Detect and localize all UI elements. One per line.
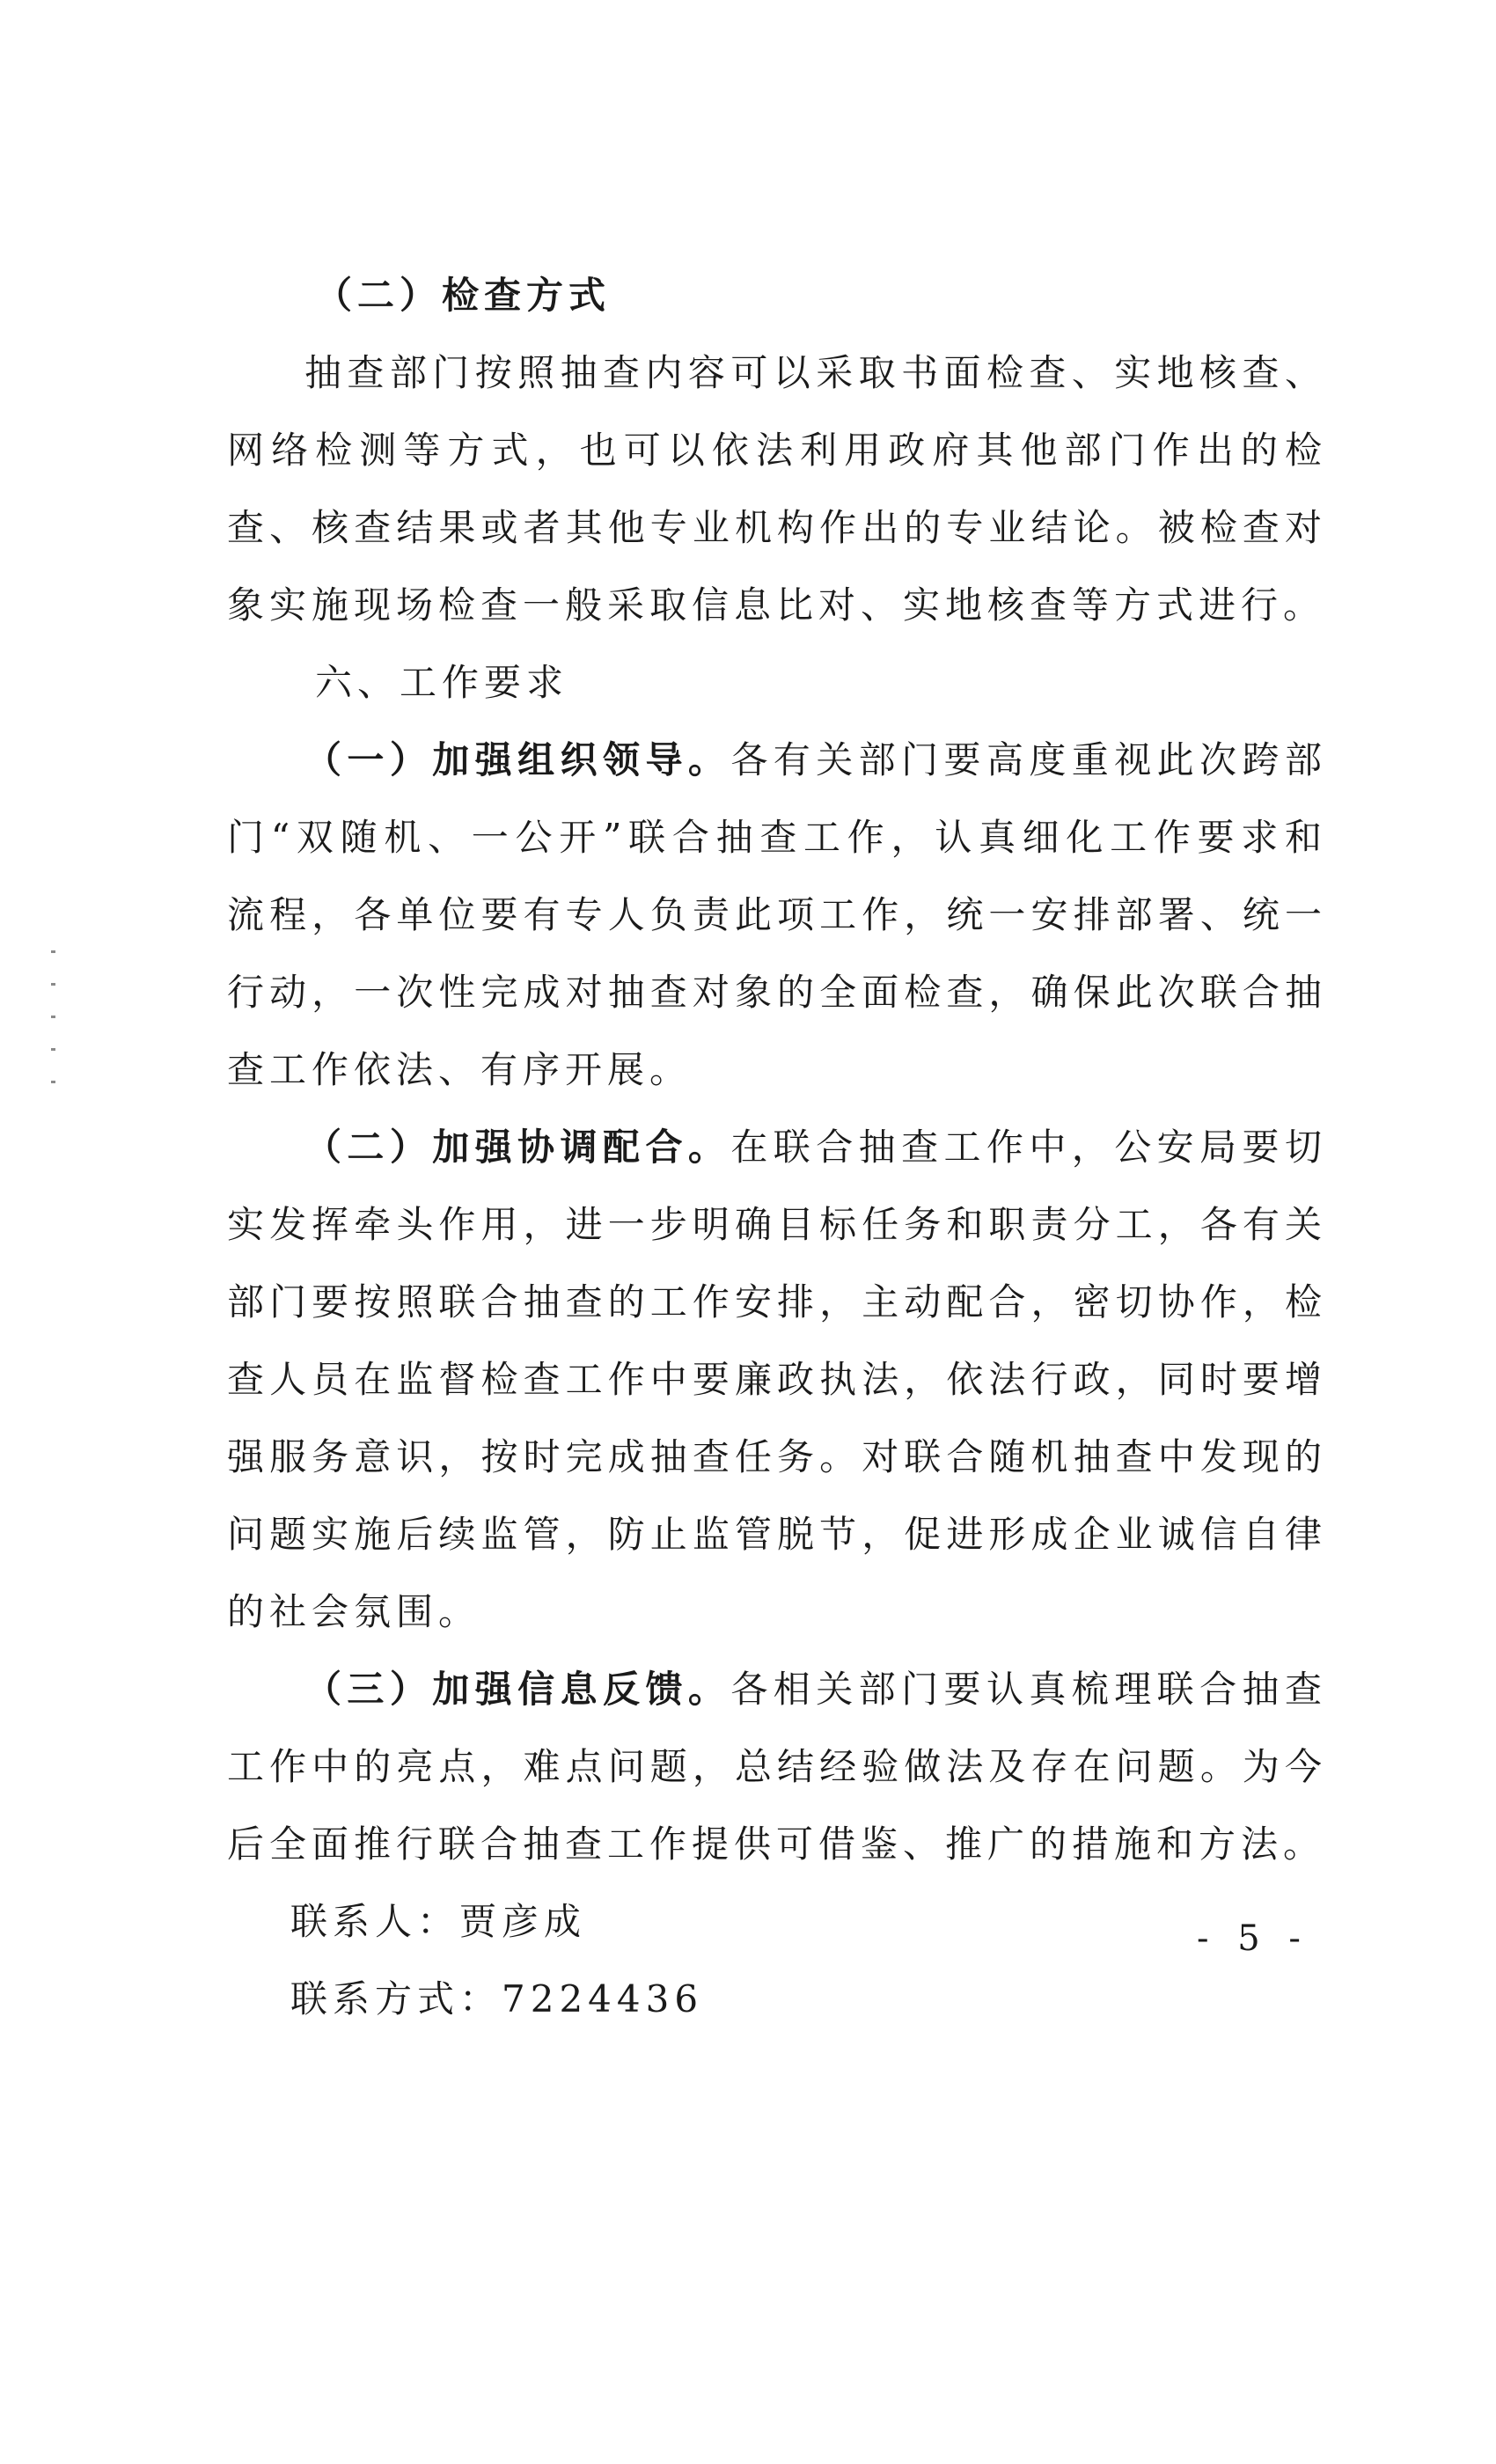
section-heading-work-requirements: 六、工作要求	[315, 661, 569, 704]
paragraph-requirement-2	[227, 1109, 1327, 1651]
scan-mark	[51, 1081, 55, 1083]
scan-mark	[51, 1048, 55, 1051]
document-body	[227, 257, 1327, 2038]
scan-margin-marks	[51, 950, 60, 1113]
section-heading-inspection-method: （二）检查方式	[315, 274, 612, 317]
requirement-body: 各相关部门要认真梳理联合抽查工作中的亮点，难点问题，总结经验做法及存在问题。为今后全面推行联合抽查工作提供可借鉴、推广的措施和方法。	[227, 1668, 1327, 1866]
contact-person: 联系人：贾彦成	[290, 1900, 587, 1943]
requirement-title: （二）加强协调配合。	[304, 1126, 731, 1169]
scan-mark	[51, 950, 55, 953]
contact-phone: 联系方式：7224436	[290, 1977, 704, 2020]
requirement-body: 在联合抽查工作中，公安局要切实发挥牵头作用，进一步明确目标任务和职责分工，各有关部门要按照联合抽查的工作安排，主动配合，密切协作，检查人员在监督检查工作中要廉政执法，依法行政，同时要增强服务意识，按时完成抽查任务。对联合随机抽查中发现的问题实施后续监管，防止监管脱节，促进形成企业诚信自律的社会氛围。	[227, 1126, 1327, 1633]
scan-mark	[51, 1016, 55, 1018]
requirement-title: （三）加强信息反馈。	[304, 1668, 731, 1711]
requirement-title: （一）加强组织领导。	[304, 738, 731, 781]
requirement-body: 各有关部门要高度重视此次跨部门“双随机、一公开”联合抽查工作，认真细化工作要求和流程，各单位要有专人负责此项工作，统一安排部署、统一行动，一次性完成对抽查对象的全面检查，确保此次联合抽查工作依法、有序开展。	[227, 738, 1327, 1091]
paragraph-requirement-3	[227, 1651, 1327, 1883]
paragraph-requirement-1	[227, 722, 1327, 1109]
scan-mark	[51, 983, 55, 986]
paragraph-inspection-method: 抽查部门按照抽查内容可以采取书面检查、实地核查、网络检测等方式，也可以依法利用政府其他部门作出的检查、核查结果或者其他专业机构作出的专业结论。被检查对象实施现场检查一般采取信息比对、实地核查等方式进行。	[227, 351, 1327, 627]
page-number: - 5 -	[1197, 1918, 1309, 1959]
